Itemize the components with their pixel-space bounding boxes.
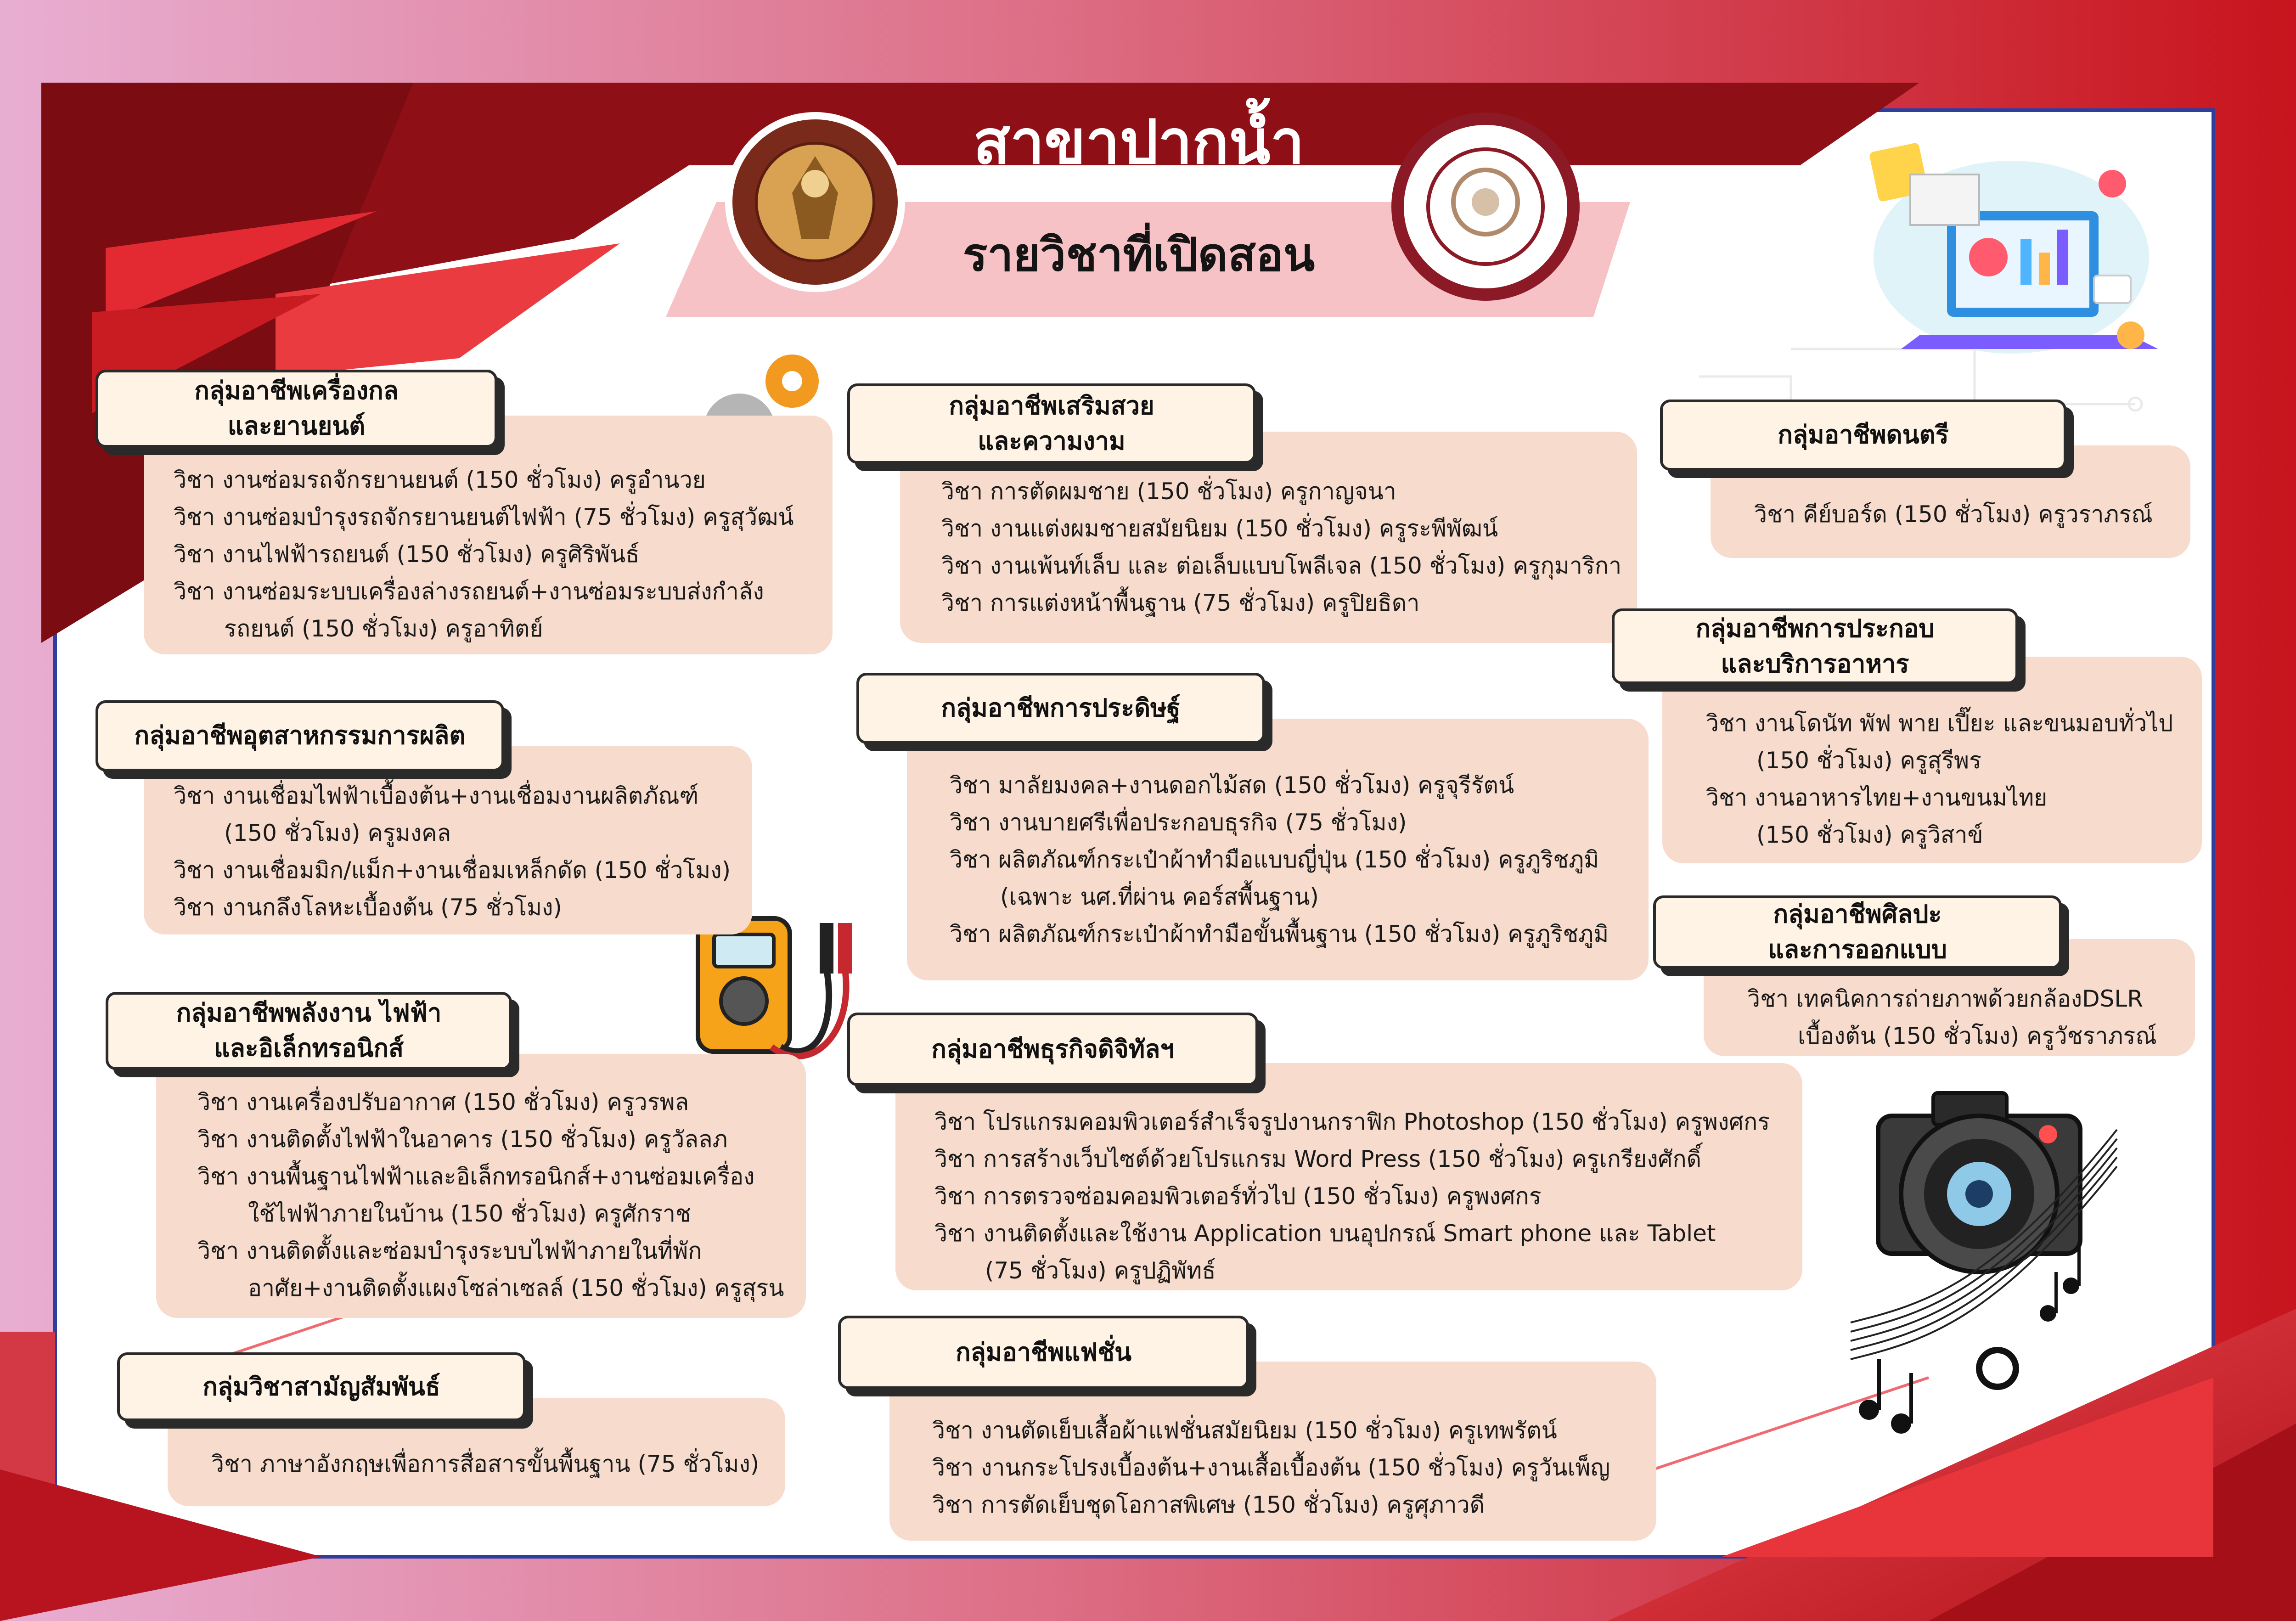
- course-item: วิชา มาลัยมงคล+งานดอกไม้สด (150 ชั่วโมง) ครูจุรีรัตน์: [950, 772, 1514, 799]
- group-title-digital: กลุ่มอาชีพธุรกิจดิจิทัลฯ: [931, 1034, 1174, 1064]
- course-item: อาศัย+งานติดตั้งแผงโซล่าเซลล์ (150 ชั่วโมง) ครูสุรน: [248, 1275, 784, 1301]
- course-item: วิชา งานกลึงโลหะเบื้องต้น (75 ชั่วโมง): [174, 894, 562, 921]
- group-header-mechanic: [96, 370, 497, 448]
- course-item: วิชา งานเชื่อมไฟฟ้าเบื้องต้น+งานเชื่อมงานผลิตภัณฑ์: [174, 782, 699, 809]
- group-title-fashion: กลุ่มอาชีพแฟชั่น: [956, 1337, 1131, 1367]
- course-item: วิชา ผลิตภัณฑ์กระเป๋าผ้าทำมือแบบญี่ปุ่น (150 ชั่วโมง) ครูภูริชภูมิ: [950, 846, 1599, 873]
- group-items-food: [1706, 705, 2173, 854]
- group-items-beauty: [941, 473, 1621, 622]
- course-item: วิชา งานเชื่อมมิก/แม็ก+งานเชื่อมเหล็กดัด (150 ชั่วโมง): [174, 857, 731, 884]
- group-items-electric: [197, 1084, 784, 1307]
- course-item: วิชา งานกระโปรงเบื้องต้น+งานเสื้อเบื้องต้น (150 ชั่วโมง) ครูวันเพ็ญ: [932, 1454, 1610, 1481]
- course-item: (150 ชั่วโมง) ครูสุรีพร: [1756, 747, 1981, 774]
- group-title-beauty: กลุ่มอาชีพเสริมสวย และความงาม: [949, 391, 1154, 456]
- page-title: สาขาปากน้ำ: [973, 107, 1305, 178]
- course-item: วิชา เทคนิคการถ่ายภาพด้วยกล้องDSLR: [1747, 985, 2143, 1012]
- course-item: วิชา งานแต่งผมชายสมัยนิยม (150 ชั่วโมง) ครูระพีพัฒน์: [941, 515, 1498, 542]
- group-title-food: กลุ่มอาชีพการประกอบ และบริการอาหาร: [1695, 614, 1935, 678]
- group-header-beauty: [847, 383, 1256, 464]
- page-subtitle: รายวิชาที่เปิดสอน: [962, 228, 1315, 281]
- course-item: (150 ชั่วโมง) ครูวิสาข์: [1756, 822, 1983, 848]
- group-title-mechanic: กลุ่มอาชีพเครื่องกล และยานยนต์: [194, 376, 399, 440]
- group-items-industrial: [174, 777, 731, 926]
- course-item: วิชา การตัดผมชาย (150 ชั่วโมง) ครูกาญจนา: [941, 478, 1396, 505]
- group-items-art: [1747, 980, 2157, 1055]
- course-item: วิชา โปรแกรมคอมพิวเตอร์สำเร็จรูปงานกราฟิก Photoshop (150 ชั่วโมง) ครูพงศกร: [934, 1109, 1770, 1135]
- ministry-of-education-seal-icon: [1389, 110, 1582, 303]
- course-item: วิชา งานซ่อมบำรุงรถจักรยานยนต์ไฟฟ้า (75 ชั่วโมง) ครูสุวัฒน์: [174, 504, 794, 530]
- group-header-music: [1660, 400, 2066, 471]
- course-item: (75 ชั่วโมง) ครูปฏิพัทธ์: [985, 1257, 1216, 1284]
- course-item: วิชา งานตัดเย็บเสื้อผ้าแฟชั่นสมัยนิยม (150 ชั่วโมง) ครูเทพรัตน์: [932, 1417, 1557, 1444]
- course-item: วิชา งานบายศรีเพื่อประกอบธุรกิจ (75 ชั่วโมง): [950, 809, 1407, 836]
- course-item: วิชา ภาษาอังกฤษเพื่อการสื่อสารขั้นพื้นฐาน (75 ชั่วโมง): [211, 1451, 760, 1477]
- group-header-food: [1612, 608, 2018, 684]
- course-item: วิชา งานติดตั้งและซ่อมบำรุงระบบไฟฟ้าภายในที่พัก: [197, 1238, 702, 1264]
- music-notes-icon: [1832, 1093, 2154, 1442]
- course-item: วิชา งานซ่อมรถจักรยานยนต์ (150 ชั่วโมง) ครูอำนวย: [174, 467, 706, 493]
- course-item: (เฉพาะ นศ.ที่ผ่าน คอร์สพื้นฐาน): [1000, 884, 1319, 910]
- group-items-digital: [934, 1103, 1770, 1289]
- group-title-music: กลุ่มอาชีพดนตรี: [1778, 420, 1949, 450]
- course-item: วิชา การตรวจซ่อมคอมพิวเตอร์ทั่วไป (150 ชั่วโมง) ครูพงศกร: [934, 1183, 1542, 1210]
- course-item: วิชา งานโดนัท พัฟ พาย เปี๊ยะ และขนมอบทั่วไป: [1706, 710, 2173, 737]
- course-item: วิชา งานติดตั้งไฟฟ้าในอาคาร (150 ชั่วโมง) ครูวัลลภ: [197, 1126, 728, 1153]
- group-title-industrial: กลุ่มอาชีพอุตสาหกรรมการผลิต: [134, 721, 466, 750]
- vocational-education-seal-icon: [723, 110, 907, 294]
- course-item: วิชา งานเครื่องปรับอากาศ (150 ชั่วโมง) ครูวรพล: [197, 1089, 689, 1115]
- group-header-craft: [856, 673, 1265, 744]
- group-header-digital: [847, 1013, 1258, 1086]
- course-item: วิชา งานไฟฟ้ารถยนต์ (150 ชั่วโมง) ครูศิริพันธ์: [174, 541, 640, 568]
- group-title-art: กลุ่มอาชีพศิลปะ และการออกแบบ: [1768, 900, 1947, 964]
- group-title-general: กลุ่มวิชาสามัญสัมพันธ์: [203, 1372, 440, 1401]
- course-item: วิชา งานพื้นฐานไฟฟ้าและอิเล็กทรอนิกส์+งานซ่อมเครื่อง: [197, 1163, 755, 1190]
- group-items-mechanic: [174, 462, 794, 647]
- course-item: ใช้ไฟฟ้าภายในบ้าน (150 ชั่วโมง) ครูศักราช: [248, 1200, 691, 1227]
- course-item: วิชา การแต่งหน้าพื้นฐาน (75 ชั่วโมง) ครูปิยธิดา: [941, 590, 1420, 616]
- course-item: วิชา การตัดเย็บชุดโอกาสพิเศษ (150 ชั่วโมง) ครูศุภาวดี: [932, 1492, 1485, 1518]
- digital-marketing-icon: [1837, 119, 2167, 377]
- course-item: วิชา ผลิตภัณฑ์กระเป๋าผ้าทำมือขั้นพื้นฐาน (150 ชั่วโมง) ครูภูริชภูมิ: [950, 921, 1609, 947]
- group-items-fashion: [932, 1412, 1610, 1524]
- group-title-craft: กลุ่มอาชีพการประดิษฐ์: [941, 693, 1181, 723]
- course-item: วิชา งานเพ้นท์เล็บ และ ต่อเล็บแบบโพลีเจล (150 ชั่วโมง) ครูกุมาริกา: [941, 552, 1622, 579]
- course-item: วิชา งานติดตั้งและใช้งาน Application บนอุปกรณ์ Smart phone และ Tablet: [934, 1220, 1716, 1247]
- group-header-electric: [106, 992, 512, 1070]
- group-header-art: [1653, 895, 2062, 969]
- course-item: วิชา งานอาหารไทย+งานขนมไทย: [1706, 784, 2048, 811]
- group-items-general: [211, 1446, 759, 1483]
- group-header-fashion: [838, 1316, 1249, 1389]
- course-item: วิชา คีย์บอร์ด (150 ชั่วโมง) ครูวราภรณ์: [1754, 501, 2153, 528]
- course-item: วิชา การสร้างเว็บไซต์ด้วยโปรแกรม Word Press (150 ชั่วโมง) ครูเกรียงศักดิ์: [934, 1146, 1702, 1172]
- course-item: เบื้องต้น (150 ชั่วโมง) ครูวัชราภรณ์: [1798, 1023, 2157, 1049]
- course-item: วิชา งานซ่อมระบบเครื่องล่างรถยนต์+งานซ่อมระบบส่งกำลัง: [174, 578, 764, 605]
- group-header-industrial: [96, 700, 504, 771]
- group-items-music: [1754, 496, 2153, 533]
- course-item: รถยนต์ (150 ชั่วโมง) ครูอาทิตย์: [224, 615, 543, 642]
- group-title-electric: กลุ่มอาชีพพลังงาน ไฟฟ้า และอิเล็กทรอนิกส์: [176, 998, 442, 1063]
- course-item: (150 ชั่วโมง) ครูมงคล: [224, 820, 451, 846]
- group-items-craft: [950, 767, 1609, 953]
- group-header-general: [117, 1352, 526, 1421]
